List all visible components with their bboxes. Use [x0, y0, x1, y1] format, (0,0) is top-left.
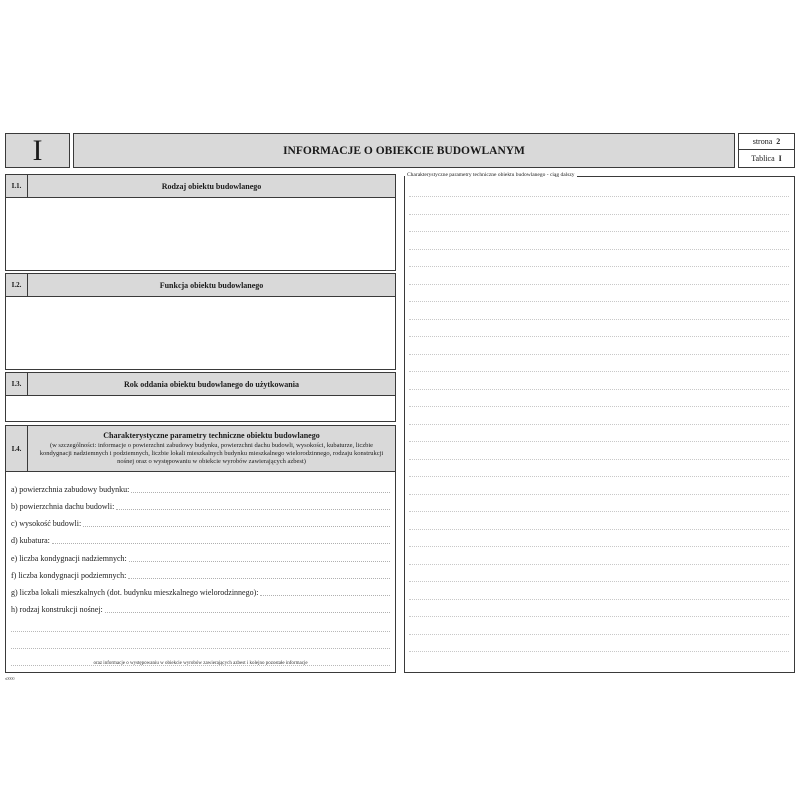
- continuation-label: Charakterystyczne parametry techniczne obiektu budowlanego - ciąg dalszy: [407, 172, 575, 178]
- field-label: e) liczba kondygnacji nadziemnych:: [11, 554, 127, 563]
- continuation-line[interactable]: [409, 581, 789, 582]
- field-label: a) powierzchnia zabudowy budynku:: [11, 485, 130, 494]
- section-numeral: I: [32, 134, 43, 167]
- section-number: I.2.: [6, 274, 28, 296]
- continuation-line[interactable]: [409, 599, 789, 600]
- form-code: s0000: [5, 676, 15, 681]
- parameters-body: [5, 472, 396, 673]
- continuation-line[interactable]: [409, 301, 789, 302]
- section-header-type: [5, 174, 396, 198]
- field-label: g) liczba lokali mieszkalnych (dot. budynku mieszkalnego wielorodzinnego):: [11, 588, 259, 597]
- section-title-main: Charakterystyczne parametry techniczne obiektu budowlanego: [103, 431, 320, 440]
- field-floors-above[interactable]: [11, 552, 390, 564]
- dotted-line: [260, 595, 390, 596]
- commissioning-year-field[interactable]: [5, 396, 396, 422]
- continuation-line[interactable]: [409, 476, 789, 477]
- continuation-line[interactable]: [409, 196, 789, 197]
- dotted-line: [129, 561, 390, 562]
- page-number: 2: [776, 137, 781, 146]
- field-structure-type[interactable]: [11, 603, 390, 615]
- page-info-box: [738, 133, 795, 168]
- page-label: strona: [752, 137, 773, 146]
- continuation-line[interactable]: [409, 406, 789, 407]
- continuation-line[interactable]: [409, 616, 789, 617]
- field-floors-below[interactable]: [11, 569, 390, 581]
- continuation-line[interactable]: [409, 651, 789, 652]
- dotted-line: [116, 509, 390, 510]
- section-title: [28, 426, 395, 471]
- field-height[interactable]: [11, 517, 390, 529]
- field-roof-area[interactable]: [11, 500, 390, 512]
- continuation-line[interactable]: [409, 249, 789, 250]
- section-number: I.1.: [6, 175, 28, 197]
- field-label: b) powierzchnia dachu budowli:: [11, 502, 115, 511]
- section-subtitle: (w szczególności: informacje o powierzchni zabudowy budynku, powierzchni dachu budowli, wysokości, kubaturze, liczbie kondygnacji nadziemnych i podziemnych, liczbie lokali mieszkalnych budynku mieszkalnego wielorodzinnego, rodzaju konstrukcji nośnej oraz o występowaniu w obiekcie wyrobów zawierających azbest): [39, 442, 384, 465]
- field-building-area[interactable]: [11, 483, 390, 495]
- page-number-row: [739, 134, 794, 150]
- continuation-line[interactable]: [409, 424, 789, 425]
- object-type-field[interactable]: [5, 198, 396, 271]
- continuation-line[interactable]: [409, 494, 789, 495]
- continuation-line[interactable]: [409, 319, 789, 320]
- field-label: d) kubatura:: [11, 536, 50, 545]
- table-label: Tablica: [751, 154, 775, 163]
- dotted-line: [83, 526, 390, 527]
- section-header-year: [5, 372, 396, 396]
- continuation-line[interactable]: [409, 564, 789, 565]
- section-number: I.3.: [6, 373, 28, 395]
- section-title: Funkcja obiektu budowlanego: [159, 280, 264, 290]
- field-label: c) wysokość budowli:: [11, 519, 82, 528]
- continuation-line[interactable]: [409, 459, 789, 460]
- dotted-line: [105, 612, 390, 613]
- section-header-parameters: [5, 425, 396, 472]
- section-header-function: [5, 273, 396, 297]
- continuation-line[interactable]: [409, 389, 789, 390]
- table-number: I: [778, 154, 782, 163]
- section-title: Rok oddania obiektu budowlanego do użytkowania: [124, 379, 299, 389]
- continuation-line[interactable]: [409, 354, 789, 355]
- section-numeral-box: [5, 133, 70, 168]
- continuation-line[interactable]: [409, 284, 789, 285]
- continuation-line[interactable]: [409, 231, 789, 232]
- dotted-line: [128, 578, 390, 579]
- dotted-line: [131, 492, 390, 493]
- continuation-line[interactable]: [409, 441, 789, 442]
- field-volume[interactable]: [11, 534, 390, 546]
- section-title: Rodzaj obiektu budowlanego: [161, 181, 262, 191]
- continuation-line[interactable]: [409, 371, 789, 372]
- asbestos-footnote: oraz informacje o występowaniu w obiekcie wyrobów zawierających azbest i kolejno pozostałe informacje: [93, 661, 308, 666]
- continuation-line[interactable]: [409, 336, 789, 337]
- blank-line[interactable]: [11, 648, 390, 649]
- continuation-line[interactable]: [409, 529, 789, 530]
- page-title: INFORMACJE O OBIEKCIE BUDOWLANYM: [283, 145, 525, 157]
- continuation-line[interactable]: [409, 546, 789, 547]
- continuation-line[interactable]: [409, 511, 789, 512]
- page-title-box: [73, 133, 735, 168]
- object-function-field[interactable]: [5, 297, 396, 370]
- field-dwellings-count[interactable]: [11, 586, 390, 598]
- dotted-line: [52, 543, 390, 544]
- continuation-line[interactable]: [409, 214, 789, 215]
- table-row: [739, 150, 794, 167]
- continuation-line[interactable]: [409, 634, 789, 635]
- blank-line[interactable]: [11, 631, 390, 632]
- section-number: I.4.: [6, 426, 28, 471]
- field-label: h) rodzaj konstrukcji nośnej:: [11, 605, 103, 614]
- field-label: f) liczba kondygnacji podziemnych:: [11, 571, 127, 580]
- continuation-line[interactable]: [409, 266, 789, 267]
